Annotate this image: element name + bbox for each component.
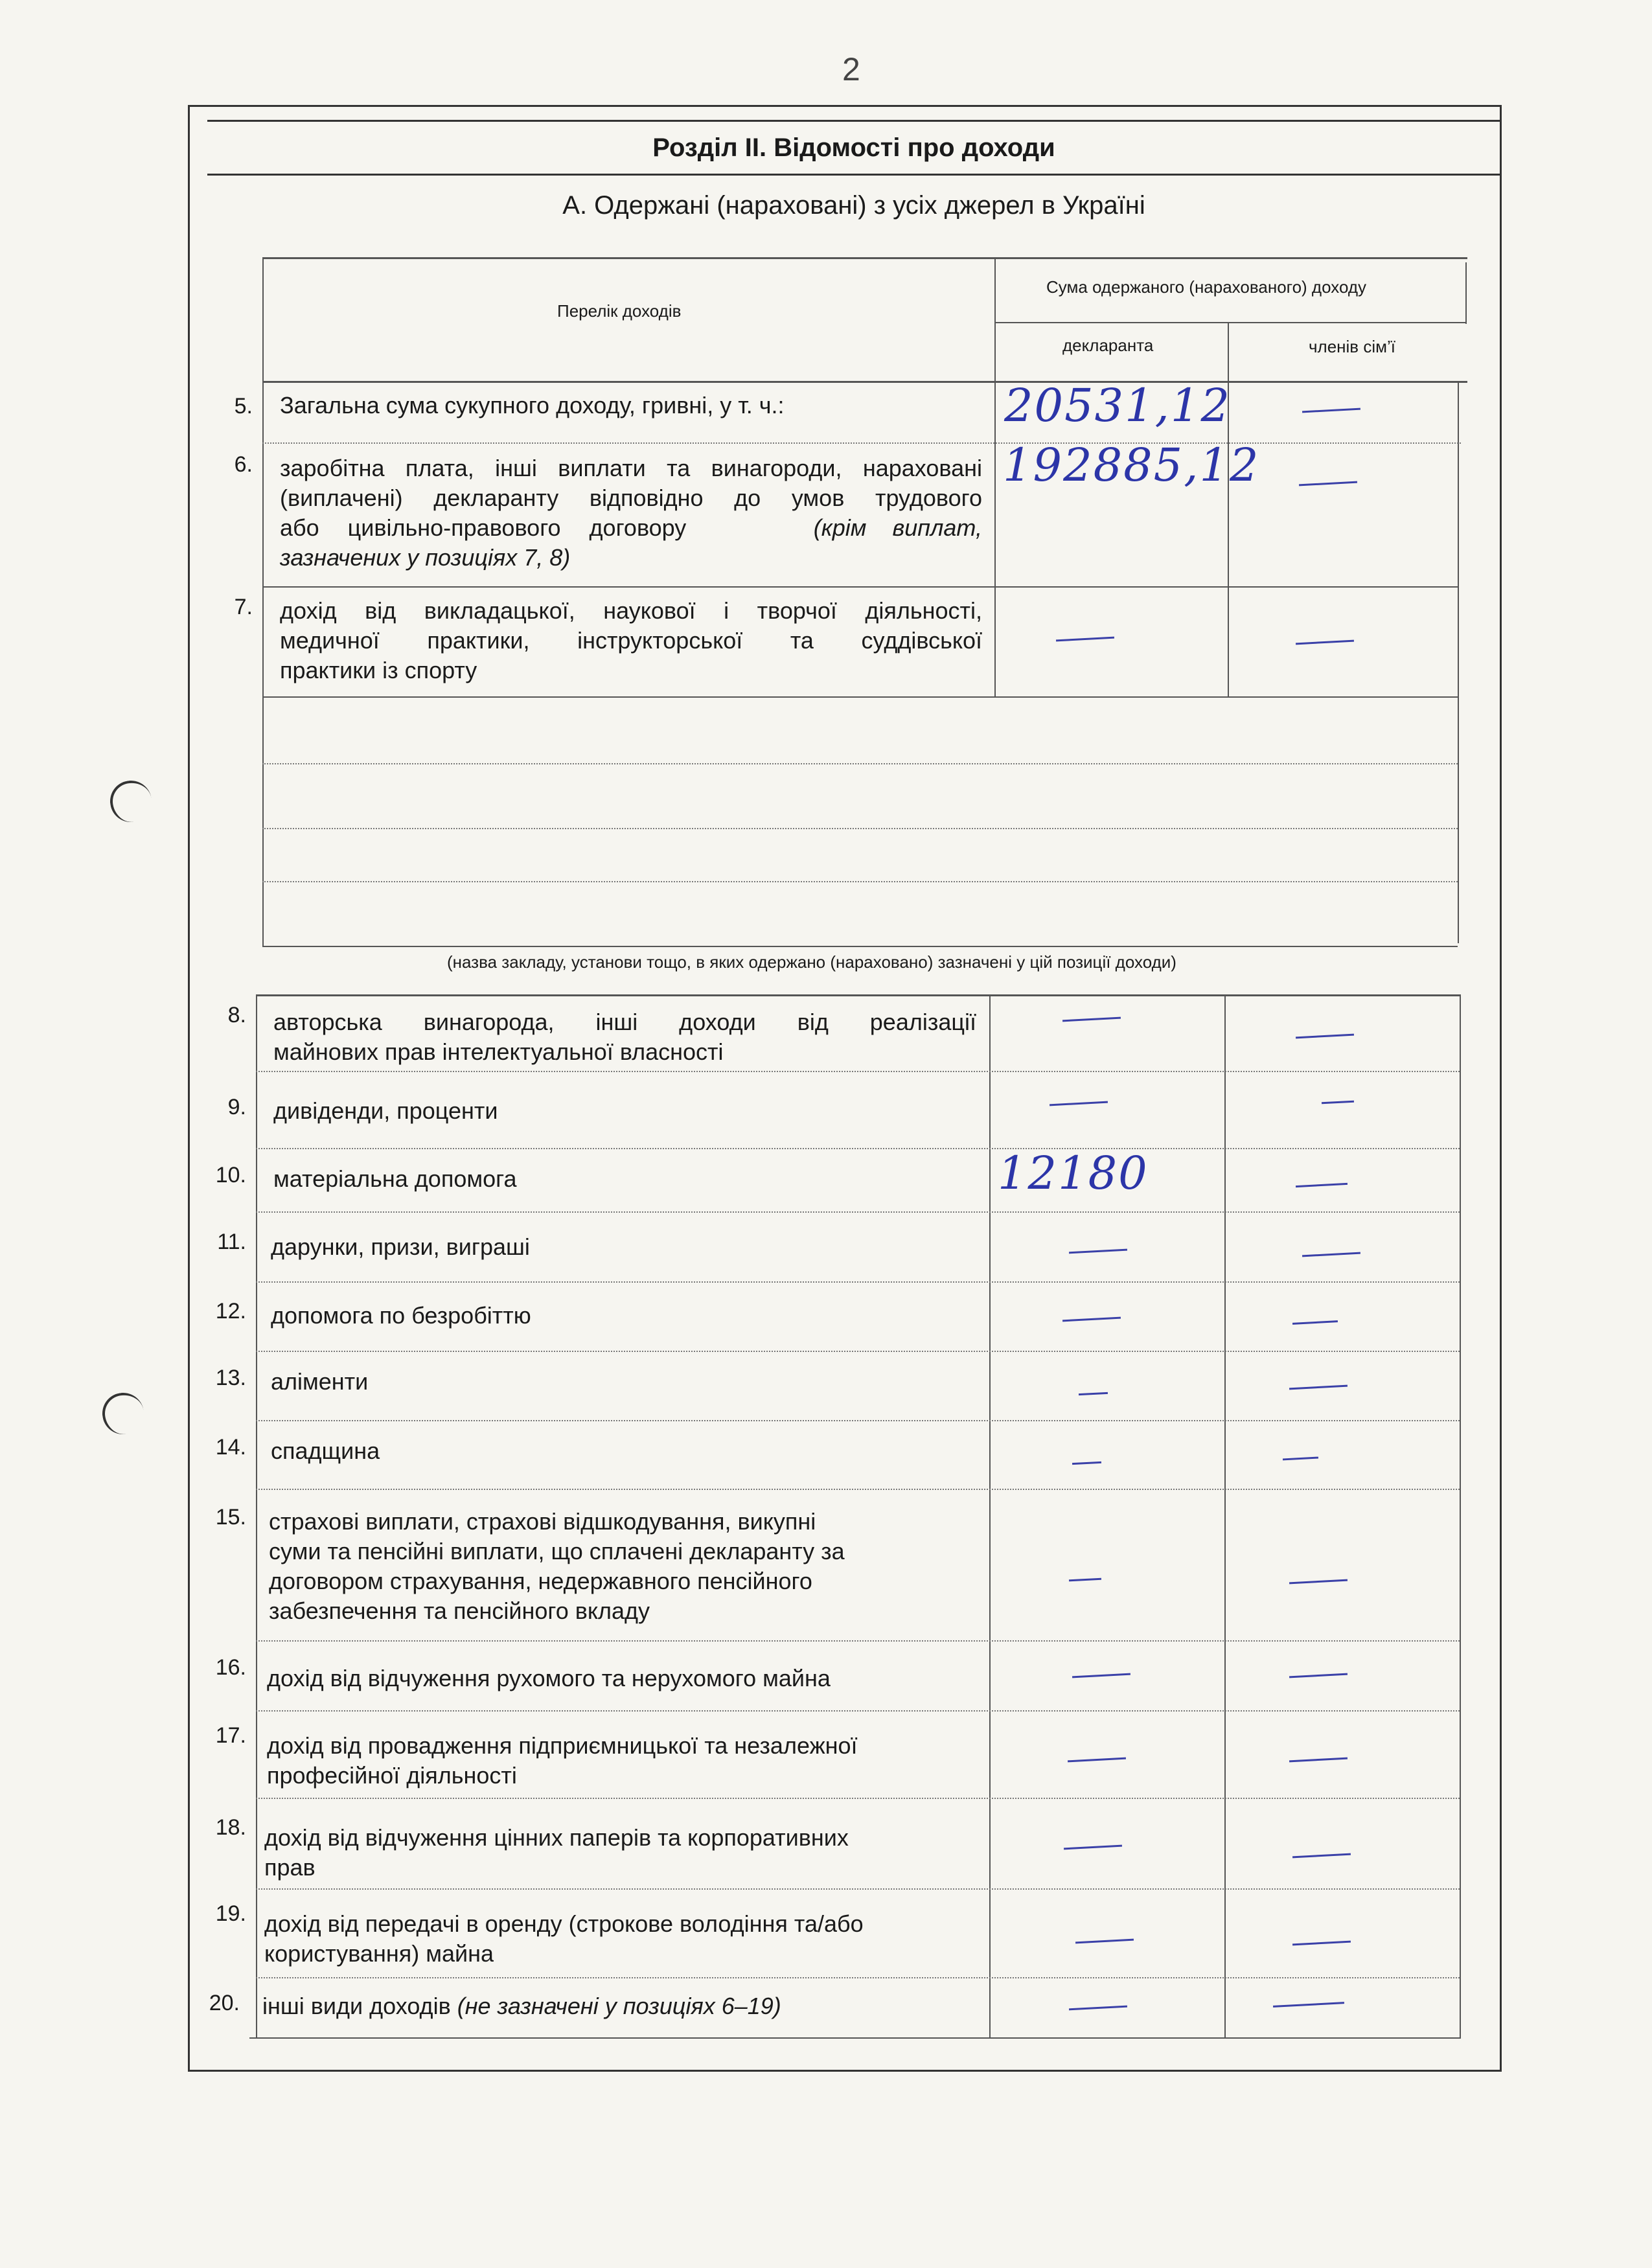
subtitle-text: . Одержані (нараховані) з усіх джерел в Україні [579,191,1145,220]
row-label-line: авторська винагорода, інші доходи від реалізації [273,1009,976,1035]
row-label-line: майнових прав інтелектуальної власності [273,1038,724,1065]
declarant-amount: 12180 [998,1147,1149,1200]
page-number: 2 [842,51,860,87]
row-number: 8. [227,1003,246,1027]
row-label-line: зазначених у позиціях 7, 8) [280,544,571,571]
row-label [262,1991,781,2021]
row-label-line: договором страхування, недержавного пенсійного [269,1568,812,1594]
row-label-italic: (не зазначені у позиціях 6–19) [457,1993,781,2019]
row-label-line: дохід від відчуження цінних паперів та корпоративних [264,1824,849,1851]
row-number: 10. [215,1163,246,1187]
row-number: 14. [215,1435,246,1460]
row-number: 9. [227,1095,246,1119]
row-number: 6. [234,452,253,477]
row-number: 7. [234,595,253,619]
row-label: дарунки, призи, виграші [271,1233,530,1260]
row-label-line: суми та пенсійні виплати, що сплачені декларанту за [269,1538,845,1564]
row-label: матеріальна допомога [273,1165,517,1192]
declarant-amount: 192885,12 [1003,439,1260,492]
row-label-part: або цивільно-правового договору [280,514,687,541]
header-declarant: декларанта [1062,336,1154,355]
institution-caption: (назва закладу, установи тощо, в яких одержано (нараховано) зазначені у цій позиції доходи) [447,952,1176,972]
row-label-line: заробітна плата, інші виплати та винагороди, нараховані [280,455,982,481]
header-income-sum: Сума одержаного (нарахованого) доходу [1046,277,1367,297]
subtitle-letter: А [562,191,580,220]
row-label-line: дохід від передачі в оренду (строкове володіння та/або [264,1910,864,1937]
row-label: аліменти [271,1368,369,1395]
row-label-line: медичної практики, інструкторської та суддівської [280,627,982,654]
row-label-line: професійної діяльності [267,1762,517,1789]
row-label-line: практики із спорту [280,657,477,683]
header-income-list: Перелік доходів [557,301,682,321]
row-number: 16. [215,1655,246,1680]
row-label-part: інші види доходів [262,1993,457,2019]
row-label-line: страхові виплати, страхові відшкодування, викупні [269,1508,816,1535]
row-label: дивіденди, проценти [273,1097,498,1124]
row-label-line [280,513,982,543]
declarant-amount: 20531,12 [1004,379,1232,432]
row-number: 18. [215,1815,246,1840]
row-label-line: (виплачені) декларанту відповідно до умов трудового [280,485,982,511]
section-title: Розділ ІІ. Відомості про доходи [207,120,1500,176]
row-label-line: дохід від викладацької, наукової і творчої діяльності, [280,597,982,624]
row-number: 11. [217,1230,246,1254]
row-number: 13. [215,1366,246,1390]
row-label-line: забезпечення та пенсійного вкладу [269,1598,650,1624]
row-label: допомога по безробіттю [271,1302,531,1329]
punch-hole [107,777,155,825]
row-label-line: користування) майна [264,1940,494,1967]
row-label: спадщина [271,1438,380,1464]
row-number: 12. [215,1299,246,1323]
row-label: дохід від відчуження рухомого та нерухомого майна [267,1665,831,1691]
row-number: 17. [215,1723,246,1748]
row-number: 15. [215,1505,246,1529]
row-label: Загальна сума сукупного доходу, гривні, у т. ч.: [280,392,785,418]
row-number: 20. [209,1991,240,2015]
punch-hole [99,1390,147,1438]
row-number: 19. [215,1901,246,1926]
header-family-members: членів сім’ї [1309,337,1395,356]
section-subtitle [207,191,1500,220]
row-label-italic: (крім виплат, [813,514,982,541]
row-label-line: дохід від провадження підприємницької та незалежної [267,1732,858,1759]
row-label-line: прав [264,1854,315,1881]
row-number: 5. [234,394,253,418]
